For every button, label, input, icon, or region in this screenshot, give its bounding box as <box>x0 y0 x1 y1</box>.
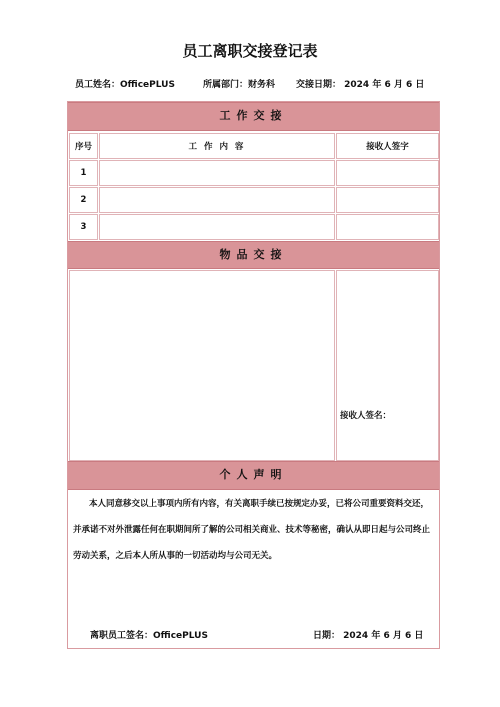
row-index-3: 3 <box>69 214 98 240</box>
statement-date: 日期： 2024 年 6 月 6 日 <box>313 631 424 641</box>
row-index-1: 1 <box>69 160 98 186</box>
receiver-signature-cell-2[interactable] <box>336 187 439 213</box>
section-personal-statement: 个人声明 <box>68 461 439 490</box>
items-receiver-label: 接收人签名： <box>340 411 392 421</box>
header-work-content: 工 作 内 容 <box>99 133 335 159</box>
page-title: 员工离职交接登记表 <box>182 42 318 60</box>
header-receiver-signature: 接收人签字 <box>336 133 439 159</box>
items-list-area[interactable] <box>69 270 335 461</box>
section-work-handover: 工作交接 <box>68 102 439 131</box>
work-content-cell-2[interactable] <box>99 187 335 213</box>
header-index: 序号 <box>69 133 98 159</box>
handover-form <box>67 101 440 649</box>
items-receiver-area[interactable] <box>336 270 439 461</box>
handover-date: 交接日期： 2024 年 6 月 6 日 <box>296 80 425 90</box>
department: 所属部门：财务科 <box>203 80 276 90</box>
work-content-cell-1[interactable] <box>99 160 335 186</box>
employee-signature: 离职员工签名：OfficePLUS <box>90 631 208 641</box>
statement-text: 本人同意移交以上事项内所有内容，有关离职手续已按规定办妥，已将公司重要资料交还，并承诺不对外泄露任何在职期间所了解的公司相关商业、技术等秘密，确认从即日起与公司终止劳动关系，之后本人所从事的一切活动均与公司无关。 <box>73 499 431 561</box>
row-index-2: 2 <box>69 187 98 213</box>
employee-name: 员工姓名：OfficePLUS <box>75 80 175 90</box>
work-content-cell-3[interactable] <box>99 214 335 240</box>
receiver-signature-cell-1[interactable] <box>336 160 439 186</box>
section-items-handover: 物品交接 <box>68 241 439 269</box>
receiver-signature-cell-3[interactable] <box>336 214 439 240</box>
